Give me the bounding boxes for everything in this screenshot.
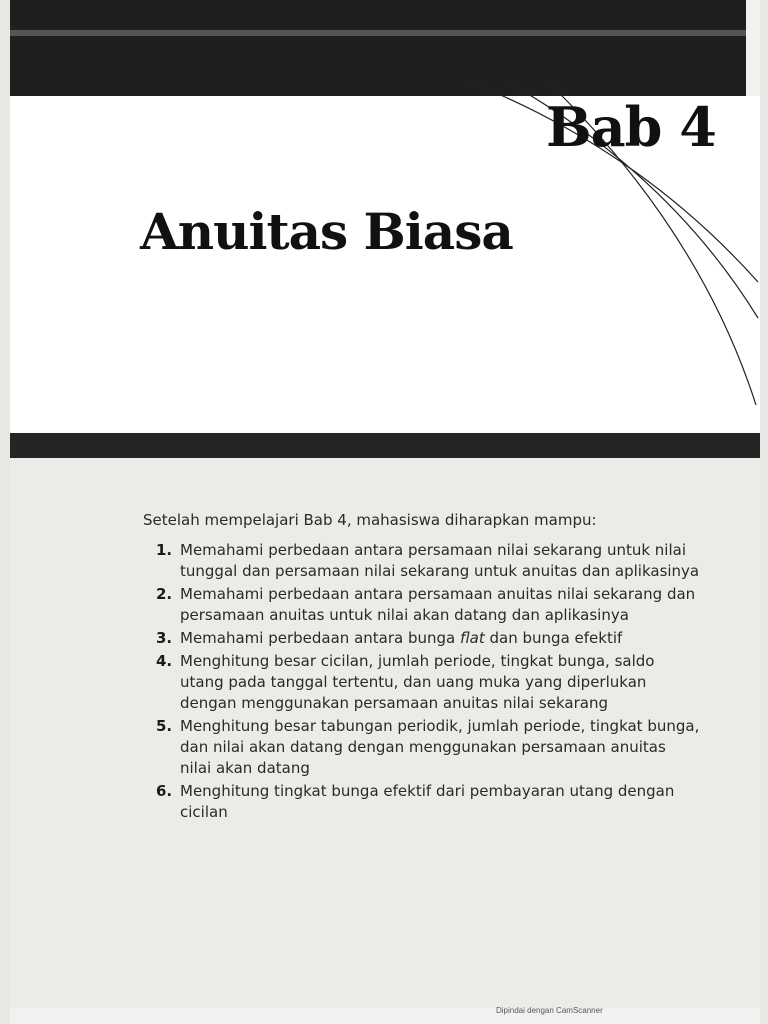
item-text-italic: flat <box>459 629 485 647</box>
item-text: Menghitung besar cicilan, jumlah periode, tingkat bunga, saldo utang pada tanggal tertentu, dan uang muka yang diperlukan dengan menggunakan persamaan anuitas nilai sekarang <box>180 652 655 712</box>
list-item <box>156 540 701 582</box>
item-text-after: dan bunga efektif <box>484 629 623 647</box>
item-number: 5. <box>156 717 173 735</box>
list-item <box>156 716 701 779</box>
item-number: 1. <box>156 541 173 559</box>
item-number: 2. <box>156 585 173 603</box>
item-text: Memahami perbedaan antara persamaan nilai sekarang untuk nilai tunggal dan persamaan nilai sekarang untuk anuitas dan aplikasinya <box>180 541 700 580</box>
list-item <box>156 584 701 626</box>
chapter-title: Anuitas Biasa <box>140 202 513 261</box>
item-text: Memahami perbedaan antara bunga <box>180 629 460 647</box>
objectives-list <box>156 540 701 825</box>
list-item <box>156 628 701 649</box>
item-text: Memahami perbedaan antara persamaan anuitas nilai sekarang dan persamaan anuitas untuk nilai akan datang dan aplikasinya <box>180 585 696 624</box>
list-item <box>156 781 701 823</box>
item-text: Menghitung tingkat bunga efektif dari pembayaran utang dengan cicilan <box>180 782 675 821</box>
item-number: 3. <box>156 629 173 647</box>
item-text: Menghitung besar tabungan periodik, jumlah periode, tingkat bunga, dan nilai akan datang dengan menggunakan persamaan anuitas nilai akan datang <box>180 717 700 777</box>
intro-text: Setelah mempelajari Bab 4, mahasiswa diharapkan mampu: <box>143 511 597 529</box>
divider-band <box>10 433 760 458</box>
chapter-label: Bab 4 <box>546 95 716 159</box>
scanner-footer: Dipindai dengan CamScanner <box>496 1006 603 1015</box>
item-number: 4. <box>156 652 173 670</box>
item-number: 6. <box>156 782 173 800</box>
list-item <box>156 651 701 714</box>
